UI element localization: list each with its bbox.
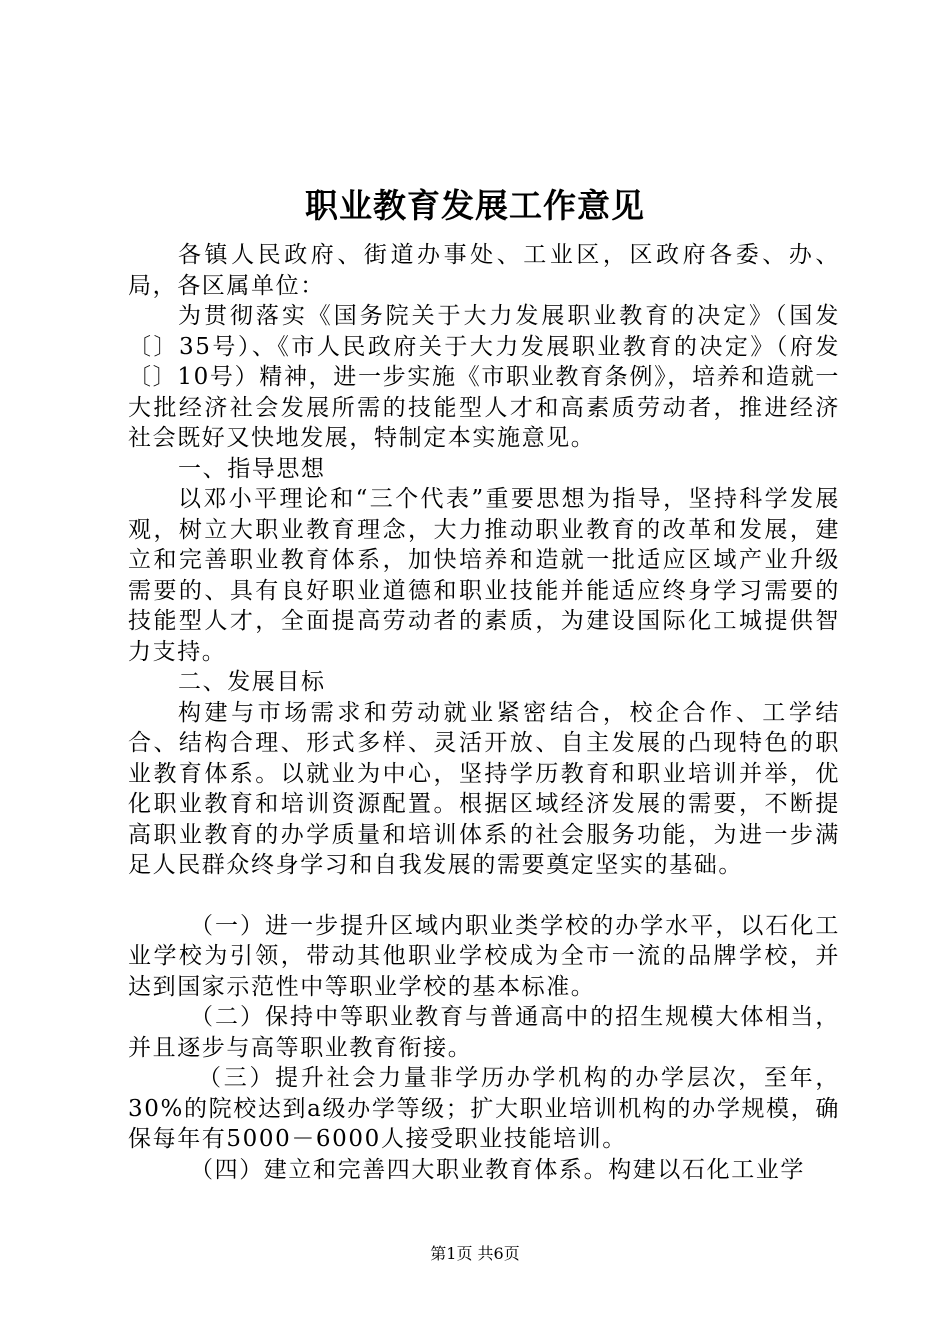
page-footer: 第1页 共6页 [430, 1244, 520, 1263]
goal-item-4: （四）建立和完善四大职业教育体系。构建以石化工业学 [190, 1156, 805, 1183]
goal-item-1: （一）进一步提升区域内职业类学校的办学水平，以石化工业学校为引领，带动其他职业学校成为全市一流的品牌学校，并达到国家示范性中等职业学校的基本标准。 [128, 912, 840, 1000]
paragraph-gap [128, 881, 840, 911]
section-heading-guiding: 一、指导思想 [178, 455, 326, 482]
goal-item-2: （二）保持中等职业教育与普通高中的招生规模大体相当，并且逐步与高等职业教育衔接。 [128, 1004, 840, 1061]
document-title: 职业教育发展工作意见 [305, 186, 645, 225]
document-body [128, 240, 840, 1185]
guiding-paragraph: 以邓小平理论和“三个代表”重要思想为指导，坚持科学发展观，树立大职业教育理念，大力推动职业教育的改革和发展，建立和完善职业教育体系，加快培养和造就一批适应区域产业升级需要的、具有良好职业道德和职业技能并能适应终身学习需要的技能型人才，全面提高劳动者的素质，为建设国际化工城提供智力支持。 [128, 486, 840, 665]
goal-item-3: （三）提升社会力量非学历办学机构的办学层次，至年，30%的院校达到a级办学等级；扩大职业培训机构的办学规模，确保每年有5000－6000人接受职业技能培训。 [128, 1065, 840, 1152]
intro-paragraph: 为贯彻落实《国务院关于大力发展职业教育的决定》（国发〔〕35号）、《市人民政府关于大力发展职业教育的决定》（府发〔〕10号）精神，进一步实施《市职业教育条例》，培养和造就一大批经济社会发展所需的技能型人才和高素质劳动者，推进经济社会既好又快地发展，特制定本实施意见。 [128, 303, 840, 451]
addressee-paragraph: 各镇人民政府、街道办事处、工业区，区政府各委、办、局，各区属单位： [128, 242, 840, 299]
section-heading-goal: 二、发展目标 [178, 669, 326, 695]
goal-paragraph: 构建与市场需求和劳动就业紧密结合，校企合作、工学结合、结构合理、形式多样、灵活开放、自主发展的凸现特色的职业教育体系。以就业为中心，坚持学历教育和职业培训并举，优化职业教育和培训资源配置。根据区域经济发展的需要，不断提高职业教育的办学质量和培训体系的社会服务功能，为进一步满足人民群众终身学习和自我发展的需要奠定坚实的基础。 [128, 699, 840, 878]
